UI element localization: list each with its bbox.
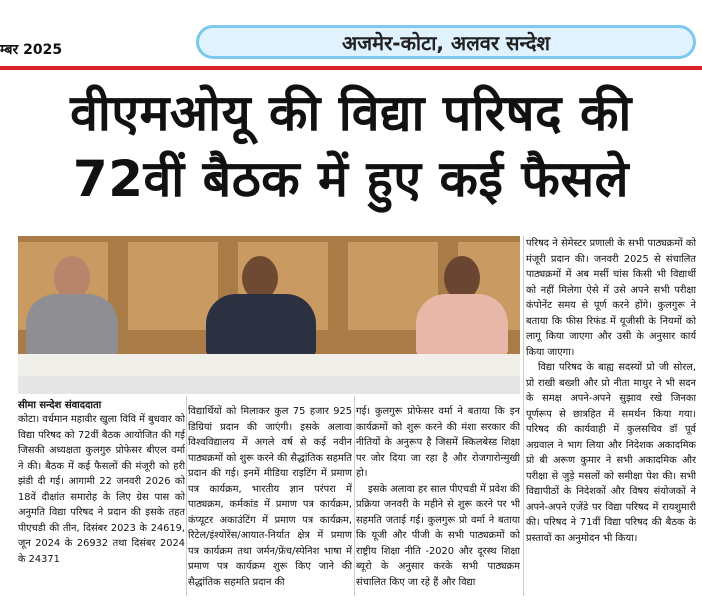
- masthead: [0, 0, 702, 68]
- byline: सीमा सन्देश संवाददाता: [18, 400, 102, 411]
- date-text: म्बर 2025: [0, 42, 63, 58]
- headline: [0, 80, 702, 212]
- paragraph: इसके अलावा हर साल पीएचडी में प्रवेश की प्रक्रिया जनवरी के महीने से शुरू करने पर भी सहमति जताई गई। कुलगुरू प्रो वर्मा ने बताया कि यूजी और पीजी के सभी पाठ्यक्रमों को राष्ट्रीय शिक्षा नीति -2020 और दूरस्थ शिक्षा ब्यूरो के अनुसार करके सभी पाठ्यक्रम संचालित किए जा रहे हैं और विद्या: [356, 483, 520, 588]
- column-divider: [354, 396, 355, 596]
- wall-panel: [128, 242, 218, 330]
- paragraph: गई। कुलगुरू प्रोफेसर वर्मा ने बताया कि इन कार्यक्रमों को शुरू करने की मंशा सरकार की नीतियों के अनुरूप है जिसमें स्किलबेस्ड शिक्षा पर जोर दिया जा रहा है और रोजगारोन्मुखी हो।: [356, 406, 520, 479]
- person-left: [26, 256, 118, 356]
- paragraph: विद्या परिषद के बाह्य सदस्यों प्रो जी सोरल, प्रो राखी बख्शी और प्रो नीता माथुर ने भी सदन के समक्ष अपने-अपने सुझाव रखे जिनका पूर्णरूप से छात्रहित में समर्थन किया गया। परिषद की कार्यवाही में कुलसचिव डॉ पूर्व अग्रवाल ने भाग लिया और निदेशक अकादमिक प्रो बी अरूण कुमार ने सभी अकादमिक और परीक्षा से जुड़े मसलों को समीक्षा पेश की। सभी विद्यापीठों के निदेशकों और विषय संयोजकों ने अपने-अपने एजेंडे पर विद्या परिषद में रायशुमारी की। परिषद ने 71वीं विद्या परिषद की बैठक के प्रस्तावों का अनुमोदन भी किया।: [526, 362, 696, 544]
- person-right: [416, 256, 508, 356]
- table: [18, 354, 520, 376]
- article-column-3: [356, 404, 520, 598]
- column-divider: [523, 236, 524, 596]
- headline-line-1: वीएमओयू की विद्या परिषद की: [70, 84, 632, 142]
- paragraph: परिषद ने सेमेस्टर प्रणाली के सभी पाठ्यक्रमों को मंजूरी प्रदान की। जनवरी 2025 से संचालित पाठ्यक्रमों में अब मर्सी चांस किसी भी विद्यार्थी को नहीं मिलेगा ऐसे में उसे अपने सभी परीक्षा कंपोनेंट समय से पूर्ण करने होंगे। कुलगुरू ने बताया कि फीस रिफंड में यूजीसी के नियमों को लागू किया जाएगा और उसी के अनुसार कार्य किया जाएगा।: [526, 238, 696, 358]
- paragraph: कोटा। वर्धमान महावीर खुला विवि में बुधवार को विद्या परिषद को 72वीं बैठक आयोजित की गई जिसकी अध्यक्षता कुलगुरु प्रोफेसर बीएल वर्मा ने की। बैठक में कई फैसलों की मंजूरी को हरी झंडी दी गई। आगामी 22 जनवरी 2026 को 18वें दीक्षांत समारोह के लिए ग्रेस पास को अनुमति विद्या परिषद ने प्रदान की इसके तहत पीएचडी की तीन, दिसंबर 2023 के 24619, जून 2024 के 26932 तथा दिसंबर 2024 के 24371: [18, 414, 185, 565]
- article-column-2: [188, 404, 352, 598]
- photo-caption-bar: [18, 376, 520, 394]
- article-column-4: [526, 236, 696, 598]
- paragraph: विद्यार्थियों को मिलाकर कुल 75 हजार 925 डिग्रियां प्रदान की जाएंगी। इसके अलावा विश्वविद्यालय में अगले वर्ष से कई नवीन पाठ्यक्रमों को शुरू करने की सैद्धांतिक सहमति प्रदान की गई। इनमें मीडिया राइटिंग में प्रमाण पत्र कार्यक्रम, भारतीय ज्ञान परंपरा में पाठ्यक्रम, कर्मकांड में प्रमाण पत्र कार्यक्रम, कंप्यूटर अकाउंटिंग में प्रमाण पत्र कार्यक्रम, रिटेल/इंश्योरेंस/आयात-निर्यात क्षेत्र में प्रमाण पत्र कार्यक्रम तथा जर्मन/फ्रेंच/स्पेनिश भाषा में प्रमाण पत्र कार्यक्रम शुरू किए जाने की सैद्धांतिक सहमति प्रदान की: [188, 406, 352, 588]
- section-banner: अजमेर-कोटा, अलवर सन्देश: [196, 25, 696, 59]
- red-rule: [0, 66, 702, 70]
- article-column-1: [18, 412, 185, 598]
- person-center: [206, 256, 316, 356]
- headline-line-2: 72वीं बैठक में हुए कई फैसले: [72, 150, 630, 208]
- column-divider: [186, 396, 187, 596]
- meeting-photo: [18, 236, 520, 376]
